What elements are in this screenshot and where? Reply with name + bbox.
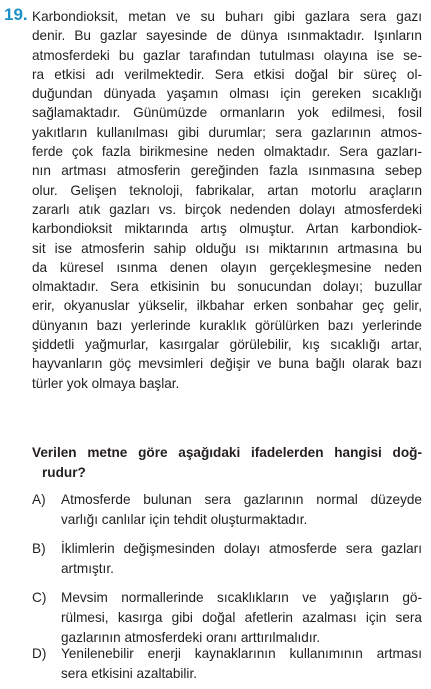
passage-line: karbondioksit miktarında artış olmuştur. Artan karbondiok- <box>32 221 422 237</box>
passage-line: sit ise atmosferin sahip olduğu ısı miktarının artmasına bu <box>32 240 422 256</box>
option-letter: B) <box>32 541 46 556</box>
passage-line: atmosferdeki bu gazlar tarafından tutulması olayına ise se- <box>32 47 422 63</box>
option-line: gazlarının atmosferdeki oranı arttırılmalıdır. <box>61 630 321 645</box>
option-line: rülmesi, kasırga gibi doğal afetlerin azalması için sera <box>61 610 422 625</box>
passage-line: olmaktadır. Sera etkisinin bu sonucundan dolayı; buzullar <box>32 279 422 295</box>
question-number: 19. <box>4 5 28 24</box>
passage-line: olur. Gelişen teknoloji, fabrikalar, artan motorlu araçların <box>32 182 422 198</box>
passage-line: yakıtların kullanılması gibi durumlar; sera gazlarının atmos- <box>32 124 422 140</box>
passage-line: ferde çok fazla birikmesine neden olmaktadır. Sera gazları- <box>32 144 422 160</box>
passage-line: nın artması atmosferin gereğinden fazla ısınmasına sebep <box>32 163 422 179</box>
question-line: rudur? <box>42 465 86 480</box>
passage-line: sağlamaktadır. Günümüzde ormanların yok edilmesi, fosil <box>32 105 422 121</box>
option-line: Yenilenebilir enerji kaynaklarının kullanımının artması <box>61 646 422 661</box>
passage-line: hayvanların göç mevsimleri değişir ve buna bağlı olarak bazı <box>32 356 422 372</box>
passage <box>32 7 422 393</box>
passage-line: Karbondioksit, metan ve su buharı gibi gazlara sera gazı <box>32 9 422 24</box>
question-line: Verilen metne göre aşağıdaki ifadelerden hangisi doğ- <box>32 445 422 460</box>
option-letter: D) <box>32 646 47 661</box>
passage-line: erir, okyanuslar yükselir, ilkbahar erken sonbahar geç gelir, <box>32 298 422 314</box>
question-stem <box>32 443 422 483</box>
option-text <box>61 539 422 579</box>
passage-line: şiddetli yağmurlar, kasırgalar görülebilir, kış sıcaklığı artar, <box>32 337 422 353</box>
passage-line: dünyanın bazı yerlerinde kuraklık görülürken bazı yerlerinde <box>32 317 422 333</box>
option-line: varlığı canlılar için tehdit oluşturmaktadır. <box>61 512 308 527</box>
passage-line: denir. Bu gazlar sayesinde de dünya ısınmaktadır. Işınların <box>32 28 422 44</box>
option-text <box>61 644 422 684</box>
passage-line: duğundan dünyada yaşamın olması için gereken sıcaklığı <box>32 86 422 102</box>
option-line: Atmosferde bulunan sera gazlarının normal düzeyde <box>61 492 422 507</box>
option-text <box>61 490 422 530</box>
passage-line: türler yok olmaya başlar. <box>32 375 180 391</box>
option-letter: A) <box>32 492 46 507</box>
option-line: sera etkisini azaltabilir. <box>61 666 197 681</box>
option-line: İklimlerin değişmesinden dolayı atmosferde sera gazları <box>61 541 422 556</box>
option-line: Mevsim normallerinde sıcaklıkların ve yağışların gö- <box>61 590 422 605</box>
passage-line: ra etkisi adı verilmektedir. Sera etkisi doğal bir süreç ol- <box>32 66 422 82</box>
option-letter: C) <box>32 590 47 605</box>
passage-line: zararlı atık gazları vs. birçok nedenden dolayı atmosferdeki <box>32 201 422 217</box>
option-text <box>61 588 422 648</box>
option-line: artmıştır. <box>61 561 114 576</box>
passage-line: da küresel ısınma denen olayın gerçekleşmesine neden <box>32 259 422 275</box>
